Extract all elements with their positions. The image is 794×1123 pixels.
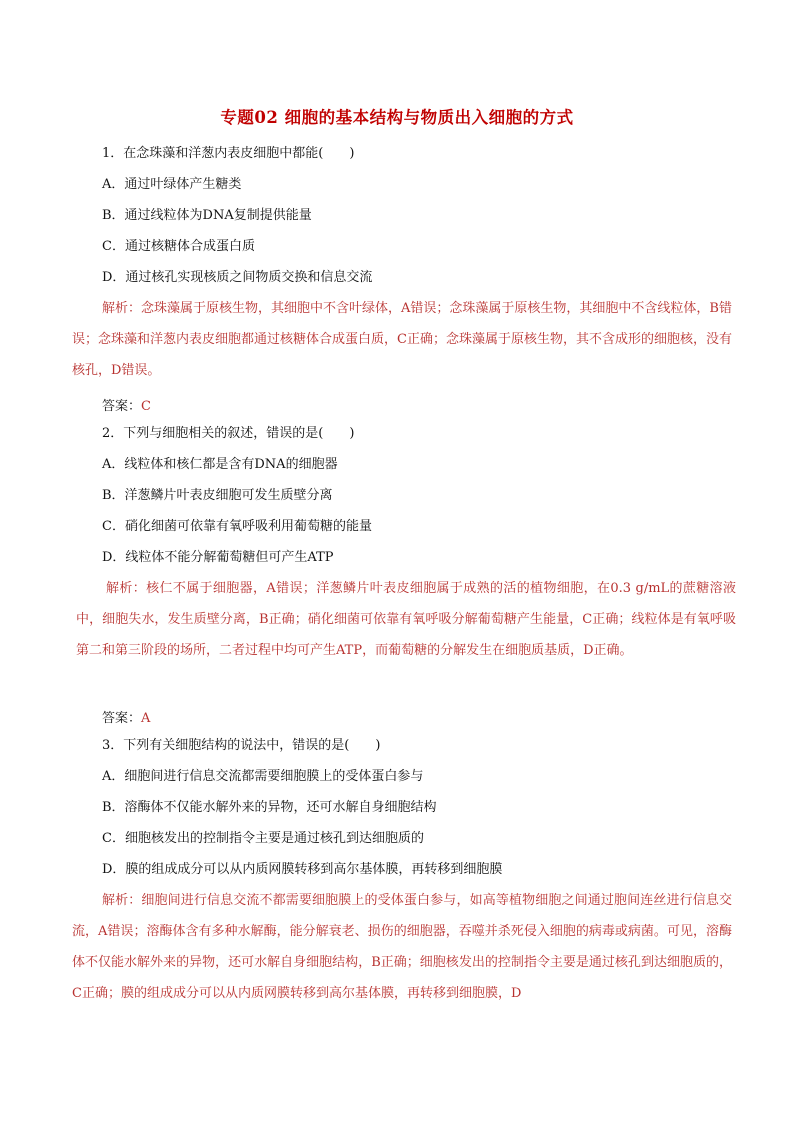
question-2-option-b: B．洋葱鳞片叶表皮细胞可发生质壁分离	[102, 488, 333, 503]
question-1-option-a: A．通过叶绿体产生糖类	[102, 177, 242, 192]
question-1-option-b: B．通过线粒体为DNA复制提供能量	[102, 208, 312, 223]
question-1-option-d: D．通过核孔实现核质之间物质交换和信息交流	[102, 270, 373, 285]
question-3-option-c: C．细胞核发出的控制指令主要是通过核孔到达细胞质的	[102, 831, 424, 846]
question-1-explanation: 解析：念珠藻属于原核生物，其细胞中不含叶绿体，A错误；念珠藻属于原核生物，其细胞中不含线粒体，B错误；念珠藻和洋葱内表皮细胞都通过核糖体合成蛋白质，C正确；念珠藻属于原核生物，其不含成形的细胞核，没有核孔，D错误。	[72, 301, 732, 378]
question-1-stem: 1．在念珠藻和洋葱内表皮细胞中都能( )	[102, 146, 355, 161]
question-1-answer	[102, 395, 151, 414]
question-2-option-a: A．线粒体和核仁都是含有DNA的细胞器	[102, 457, 338, 472]
question-2-stem: 2．下列与细胞相关的叙述，错误的是( )	[102, 426, 355, 441]
question-2-option-c: C．硝化细菌可依靠有氧呼吸利用葡萄糖的能量	[102, 519, 372, 534]
page-title: 专题02 细胞的基本结构与物质出入细胞的方式	[220, 108, 574, 127]
question-2-option-d: D．线粒体不能分解葡萄糖但可产生ATP	[102, 550, 334, 565]
question-3-option-a: A．细胞间进行信息交流都需要细胞膜上的受体蛋白参与	[102, 769, 424, 784]
answer-value: C	[141, 399, 151, 414]
question-2-explanation: 解析：核仁不属于细胞器，A错误；洋葱鳞片叶表皮细胞属于成熟的活的植物细胞，在0.3 g/mL的蔗糖溶液中，细胞失水，发生质壁分离，B正确；硝化细菌可依靠有氧呼吸分解葡萄糖产生能量，C正确；线粒体是有氧呼吸第二和第三阶段的场所，二者过程中均可产生ATP，而葡萄糖的分解发生在细胞质基质，D正确。	[76, 581, 736, 658]
question-1-option-c: C．通过核糖体合成蛋白质	[102, 239, 255, 254]
answer-value: A	[141, 711, 151, 726]
question-3-option-b: B．溶酶体不仅能水解外来的异物，还可水解自身细胞结构	[102, 800, 437, 815]
answer-label: 答案：	[102, 711, 142, 726]
question-3-option-d: D．膜的组成成分可以从内质网膜转移到高尔基体膜，再转移到细胞膜	[102, 862, 503, 877]
question-2-answer	[102, 707, 150, 726]
question-3-stem: 3．下列有关细胞结构的说法中，错误的是( )	[102, 738, 381, 753]
question-3-explanation: 解析：细胞间进行信息交流不都需要细胞膜上的受体蛋白参与，如高等植物细胞之间通过胞间连丝进行信息交流，A错误；溶酶体含有多种水解酶，能分解衰老、损伤的细胞器，吞噬并杀死侵入细胞的病毒或病菌。可见，溶酶体不仅能水解外来的异物，还可水解自身细胞结构，B正确；细胞核发出的控制指令主要是通过核孔到达细胞质的，C正确；膜的组成成分可以从内质网膜转移到高尔基体膜，再转移到细胞膜，D	[72, 893, 732, 1001]
answer-label: 答案：	[102, 399, 142, 414]
